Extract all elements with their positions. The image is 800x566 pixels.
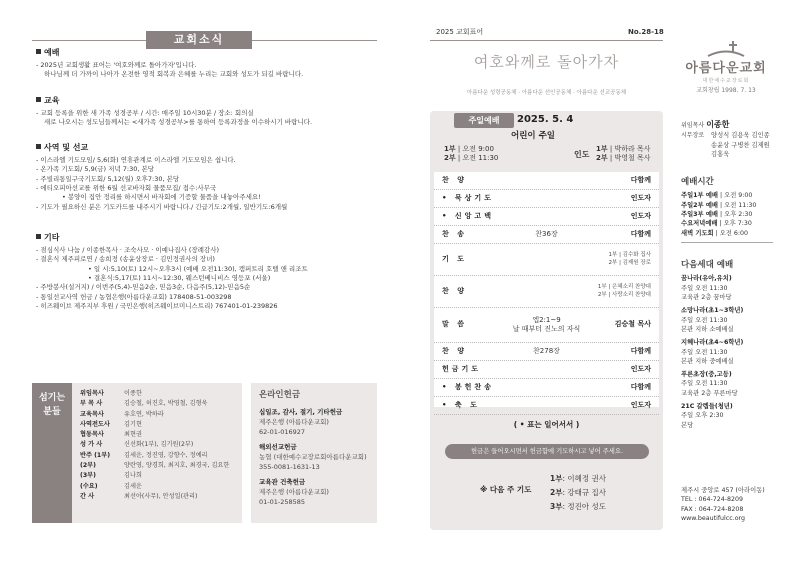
youth-group — [681, 402, 781, 430]
staff-names: 김승철, 허진호, 박영철, 김형욱 — [124, 400, 208, 408]
worship-tab: 주일예배 — [454, 113, 514, 128]
order-leader — [599, 320, 659, 329]
news-line: - 기도가 필요하신 분은 기도카드를 내주시기 바랍니다./ 긴급기도:2개월, 일반기도:6개월 — [36, 202, 288, 211]
youth-group-detail: 본관 지하 소예배실 — [681, 325, 734, 333]
staff-heading-line: 섬기는 — [38, 393, 66, 403]
section-heading — [36, 233, 381, 244]
order-content-line: 찬36장 — [535, 229, 558, 238]
website-link[interactable]: www.beautifulcc.org — [681, 514, 746, 522]
news-section — [36, 96, 381, 128]
news-section — [36, 48, 381, 80]
order-leader-text: 김승철 목사 — [614, 320, 651, 329]
youth-group-detail: 주일 오전 11:30 — [681, 380, 728, 388]
staff-role: 협동목사 — [80, 431, 104, 439]
worship-order-row — [434, 361, 659, 379]
church-leadership — [681, 120, 781, 159]
order-leader-line: 1부 | 은혜소리 찬양대 — [597, 284, 651, 291]
worship-order-row — [434, 276, 659, 308]
order-item: 헌금기도 — [442, 364, 482, 373]
order-item: 찬 양 — [442, 346, 467, 355]
order-item: 찬 송 — [442, 229, 467, 238]
staff-names: 유호연, 박하라 — [124, 410, 164, 418]
order-item: 말 씀 — [442, 320, 467, 329]
order-item: • 신앙고백 — [442, 211, 494, 220]
youth-group-detail: 주일 오전 11:30 — [681, 348, 728, 356]
offering-type: 교육관 건축헌금 — [259, 478, 306, 487]
church-motto: 여호와께로 돌아가자 — [473, 53, 620, 71]
youth-group-name: 푸른초장(중,고등) — [681, 371, 732, 379]
service-time: 2부 | 오전 11:30 — [444, 154, 499, 163]
church-address — [681, 486, 781, 523]
order-item: • 봉헌찬송 — [442, 382, 494, 391]
worship-order-row — [434, 226, 659, 244]
staff-row — [80, 461, 229, 471]
staff-row — [80, 399, 229, 409]
staff-role: 간 사 — [80, 492, 95, 500]
service-name: 수요저녁예배 — [681, 220, 718, 228]
news-line: - 통일선교사역 헌금 / 농협은행(아름다운교회) 178408-51-003298 — [36, 292, 232, 301]
staff-role: 교육목사 — [80, 410, 104, 418]
staff-list — [80, 389, 229, 502]
order-leader-text: 다함께 — [630, 175, 651, 184]
youth-group-detail: 주일 오전 11:30 — [681, 284, 728, 292]
staff-row — [80, 389, 229, 399]
order-leader-line: 1부 | 김수화 집사 — [608, 252, 651, 259]
bank-account: 농협 (대한예수교장로회아름다운교회) — [259, 453, 367, 462]
worship-order-row — [434, 343, 659, 361]
address-line: 제주시 중앙로 457 (아라이동) — [681, 487, 765, 494]
order-item: 찬 양 — [442, 175, 467, 184]
news-line: - 히즈웨이브 제주지부 후원 / 국민은행(히즈웨이브미니스트리) 767401-01-239826 — [36, 302, 278, 311]
order-leader — [579, 284, 659, 299]
section-heading — [36, 48, 381, 59]
next-prayer-item: 1부: 이혜정 권사 — [550, 474, 606, 483]
news-line: • 봉양이 집안 정리를 하시면서 바자회에 기증할 물품을 내놓아주세요! — [62, 193, 261, 202]
worship-order-row — [434, 190, 659, 208]
pastor-name: 이종한 — [706, 120, 730, 129]
staff-heading — [32, 383, 72, 523]
service-time-row — [681, 229, 781, 238]
section-heading-text: 사역 및 선교 — [44, 143, 89, 152]
order-leader-text: 다함께 — [630, 229, 651, 238]
church-logo — [683, 41, 769, 95]
order-leader — [599, 365, 659, 374]
order-item: 기 도 — [442, 254, 467, 263]
news-line: - 이스라엘 기도모임/ 5,6(화) 연휴관계로 이스라엘 기도모임은 쉽니다. — [36, 155, 236, 164]
service-time: | 오후 2:30 — [718, 211, 753, 219]
issue-number: No.28-18 — [628, 28, 664, 36]
staff-row — [80, 440, 229, 450]
news-line: - 온가족 기도회/ 5,9(금) 저녁 7:30, 본당 — [36, 165, 155, 174]
news-line: 새로 나오시는 성도님들께서는 <새가족 성경공부>를 통하여 등록과정을 이수하시기 바랍니다. — [44, 118, 313, 127]
staff-role: 위임목사 — [80, 390, 104, 397]
bank-account: 62-01-016927 — [259, 428, 306, 437]
offering-type: 십일조, 감사, 절기, 기타헌금 — [259, 408, 343, 417]
youth-group — [681, 274, 781, 302]
staff-names: 김기현 — [124, 420, 142, 428]
staff-row — [80, 482, 229, 492]
service-times-section — [681, 177, 781, 249]
worship-subtitle: 어린이 주일 — [511, 131, 556, 141]
news-line: - 주빌리통일구국기도회/ 5,12(월) 오후7:30, 본당 — [36, 174, 180, 183]
youth-group-name: 소망나라(초1~3학년) — [681, 307, 744, 315]
news-line: - 에티오피아선교를 위한 6월 선교바자회 물품모집/ 접수:사무국 — [36, 184, 217, 193]
youth-group-detail: 주일 오후 2:30 — [681, 412, 724, 420]
service-time: | 오전 9:00 — [718, 192, 753, 200]
youth-group-detail: 교육관 2층 꿈마당 — [681, 294, 732, 302]
service-times-heading: 예배시간 — [681, 177, 714, 187]
bank-account: 제주은행 (아름다운교회) — [259, 488, 329, 497]
staff-row — [80, 451, 229, 461]
header-rule — [430, 40, 663, 41]
staff-names: 양란영, 양경희, 최지호, 최경국, 김요한 — [124, 462, 230, 470]
staff-names: 김세운 — [124, 482, 142, 490]
worship-order-row — [434, 379, 659, 397]
section-heading-text: 기타 — [44, 233, 60, 242]
order-leader-text: 인도자 — [630, 193, 651, 202]
service-times — [444, 145, 498, 164]
offering-note: 헌금은 들어오시면서 헌금함에 기도하시고 넣어 주세요. — [445, 444, 649, 459]
service-time-row — [681, 191, 781, 200]
news-line: - 주방봉사(설거지) / 이번주(5,4)-믿음2순, 믿음3순, 다음주(5,12)-믿음5순 — [36, 283, 251, 292]
youth-group — [681, 306, 781, 334]
staff-role: (3부) — [80, 472, 96, 480]
service-leader: 1부 | 박하라 목사 — [596, 145, 651, 153]
staff-role: 성 가 사 — [80, 441, 103, 449]
youth-group-detail: 주일 오전 11:30 — [681, 316, 728, 324]
logo-name: 아름다운교회 — [685, 61, 767, 77]
service-name: 주일1부 예배 — [681, 192, 718, 200]
order-item: • 묵상기도 — [442, 193, 494, 202]
cross-roof-icon — [706, 41, 746, 57]
news-line: • 일 시:5,10(토) 12시~오후3시 (예배 오전11:30), 캠퍼트리 호텔 앤 리조트 — [88, 264, 308, 273]
offering-type: 해외선교헌금 — [259, 443, 297, 452]
service-time: | 오전 6:00 — [713, 229, 749, 237]
youth-group-detail: 본관 지하 중예배실 — [681, 357, 734, 365]
service-leaders — [596, 145, 650, 164]
staff-role: 사역전도사 — [80, 420, 110, 428]
worship-order-row — [434, 208, 659, 226]
mission-statement: 아름다운 성령공동체 · 아름다운 선인공동체 · 아름다운 선교공동체 — [466, 90, 627, 96]
square-bullet-icon — [36, 97, 41, 102]
youth-group — [681, 370, 781, 398]
order-leader — [599, 194, 659, 203]
section-divider — [681, 242, 773, 243]
news-line: • 결혼식:5,17(토) 11시~12:30, 웨스턴베니비스 영등포 (서울) — [88, 274, 271, 283]
youth-group-detail: 본당 — [681, 421, 694, 429]
staff-row — [80, 420, 229, 430]
service-name: 새벽 기도회 — [681, 229, 714, 237]
news-title: 교회소식 — [146, 31, 252, 49]
online-offering-title: 온라인헌금 — [259, 390, 301, 400]
service-time: 1부 | 오전 9:00 — [444, 145, 494, 153]
order-item: 찬 양 — [442, 286, 467, 295]
order-leader — [599, 230, 659, 239]
youth-group-name: 지혜나라(초4~6학년) — [681, 339, 744, 347]
elders-line: 양성식 김용욱 김인종 — [711, 132, 770, 140]
service-time-row — [681, 210, 781, 219]
bank-account: 제주은행 (아름다운교회) — [259, 418, 329, 427]
worship-order-row — [434, 397, 659, 415]
next-prayer-item: 2부: 강태규 집사 — [550, 488, 606, 497]
square-bullet-icon — [36, 49, 41, 54]
next-generation-heading: 다음세대 예배 — [681, 260, 734, 270]
next-prayer-list — [550, 472, 606, 514]
elders-line: 송윤상 구병찬 김제원 — [711, 141, 770, 149]
pastor-label: 위임목사 — [681, 122, 705, 129]
online-offering-box — [251, 383, 377, 523]
worship-order-row — [434, 244, 659, 276]
section-heading-text: 교육 — [44, 96, 60, 105]
section-heading — [36, 143, 381, 154]
order-leader-text: 다함께 — [630, 346, 651, 355]
order-leader — [599, 212, 659, 221]
order-content-line: 찬278장 — [533, 346, 560, 355]
service-time-row — [681, 201, 781, 210]
service-name: 주일3부 예배 — [681, 211, 718, 219]
sermon-title: 날 때부터 진노의 자식 — [512, 325, 581, 333]
order-of-worship — [434, 172, 659, 407]
next-prayer-label: ※ 다음 주 기도 — [480, 485, 532, 494]
bank-account: 01-01-258585 — [259, 498, 306, 507]
service-time-row — [681, 219, 781, 228]
staff-role: (수요) — [80, 482, 98, 490]
logo-subtitle: 대한예수교장로회 — [702, 77, 750, 84]
order-leader — [599, 347, 659, 356]
staff-names: 최선아(사무), 안성일(관리) — [124, 492, 198, 500]
news-section — [36, 143, 381, 212]
service-time: | 오후 7:30 — [717, 220, 752, 228]
news-line: - 결혼식 제주피로연 / 송희정 (송윤상장로 · 김민정권사의 장녀) — [36, 255, 215, 264]
order-leader-text: 인도자 — [630, 400, 651, 409]
order-leader — [599, 383, 659, 392]
staff-names: 김세운, 정진영, 강향수, 정예리 — [124, 451, 208, 459]
order-leader-text: 인도자 — [630, 211, 651, 220]
next-prayer-item: 3부: 정진아 성도 — [550, 502, 606, 511]
order-leader-line: 2부 | 사랑소리 찬양대 — [597, 291, 651, 298]
order-leader-line: 2부 | 김제원 장로 — [608, 259, 651, 266]
order-content — [494, 316, 599, 335]
bank-account: 355-0081-1631-13 — [259, 463, 320, 472]
service-name: 주일2부 예배 — [681, 201, 718, 209]
order-leader — [599, 401, 659, 410]
worship-date: 2025. 5. 4 — [517, 114, 574, 125]
staff-role: 부 목 사 — [80, 400, 103, 408]
news-line: - 2025년 교회생활 표어는 '여호와께로 돌아가자'입니다. — [36, 60, 197, 69]
section-heading-text: 예배 — [44, 48, 60, 57]
founded-date: 교회창립 1998. 7. 13 — [696, 86, 756, 94]
staff-row — [80, 471, 229, 481]
square-bullet-icon — [36, 144, 41, 149]
staff-role: 반주 (1부) — [80, 451, 111, 459]
staff-names: 이종한 — [124, 390, 142, 397]
news-line: - 점심식사 나눔 / 이종한목사 · 조숙사모 · 이예나집사 (장례감사) — [36, 245, 220, 254]
order-content — [494, 230, 599, 239]
staff-names: 최현권 — [124, 431, 142, 439]
order-item: • 축 도 — [442, 400, 480, 409]
next-generation-section — [681, 260, 781, 434]
leader-label: 인도 — [574, 150, 590, 159]
order-leader — [599, 176, 659, 185]
motto-year: 2025 교회표어 — [436, 28, 484, 36]
staff-row — [80, 430, 229, 440]
service-time: | 오전 11:30 — [718, 201, 757, 209]
square-bullet-icon — [36, 234, 41, 239]
elders-line: 김홍욱 — [711, 150, 730, 158]
youth-group-name: 꿈나라(유아,유치) — [681, 275, 732, 283]
staff-row — [80, 410, 229, 420]
news-line: 하나님께 더 가까이 나아가 온전한 영적 회복과 은혜를 누리는 교회와 성도가 되길 바랍니다. — [44, 70, 304, 79]
youth-group-name: 21C 갈렙들(청년) — [681, 403, 733, 411]
elders-label: 시무장로 — [681, 132, 705, 140]
order-content — [494, 347, 599, 356]
fax: FAX : 064-724-8208 — [681, 505, 744, 513]
order-content-line: 엡2:1~9 — [532, 315, 561, 324]
section-heading — [36, 96, 381, 107]
news-section — [36, 233, 381, 312]
staff-names: 신선화(1부), 김기원(2부) — [124, 441, 194, 449]
youth-group — [681, 338, 781, 366]
order-leader-text: 다함께 — [630, 382, 651, 391]
worship-order-row — [434, 172, 659, 190]
order-leader — [579, 252, 659, 267]
news-line: - 교회 등록을 위한 새 가족 성경공부 / 시간: 매주일 10시30분 / 장소: 회의실 — [36, 108, 254, 117]
worship-order-row — [434, 308, 659, 343]
youth-group-detail: 교육관 2층 푸른마당 — [681, 389, 738, 397]
service-leader: 2부 | 박영철 목사 — [596, 154, 651, 163]
staff-row — [80, 492, 229, 502]
staff-names: 김나희 — [124, 472, 142, 480]
order-leader-text: 인도자 — [630, 364, 651, 373]
phone: TEL : 064-724-8209 — [681, 496, 744, 504]
standing-note: ( • 표는 일어서서 ) — [513, 420, 580, 429]
staff-heading-line: 분들 — [43, 407, 61, 417]
staff-role: (2부) — [80, 462, 96, 470]
